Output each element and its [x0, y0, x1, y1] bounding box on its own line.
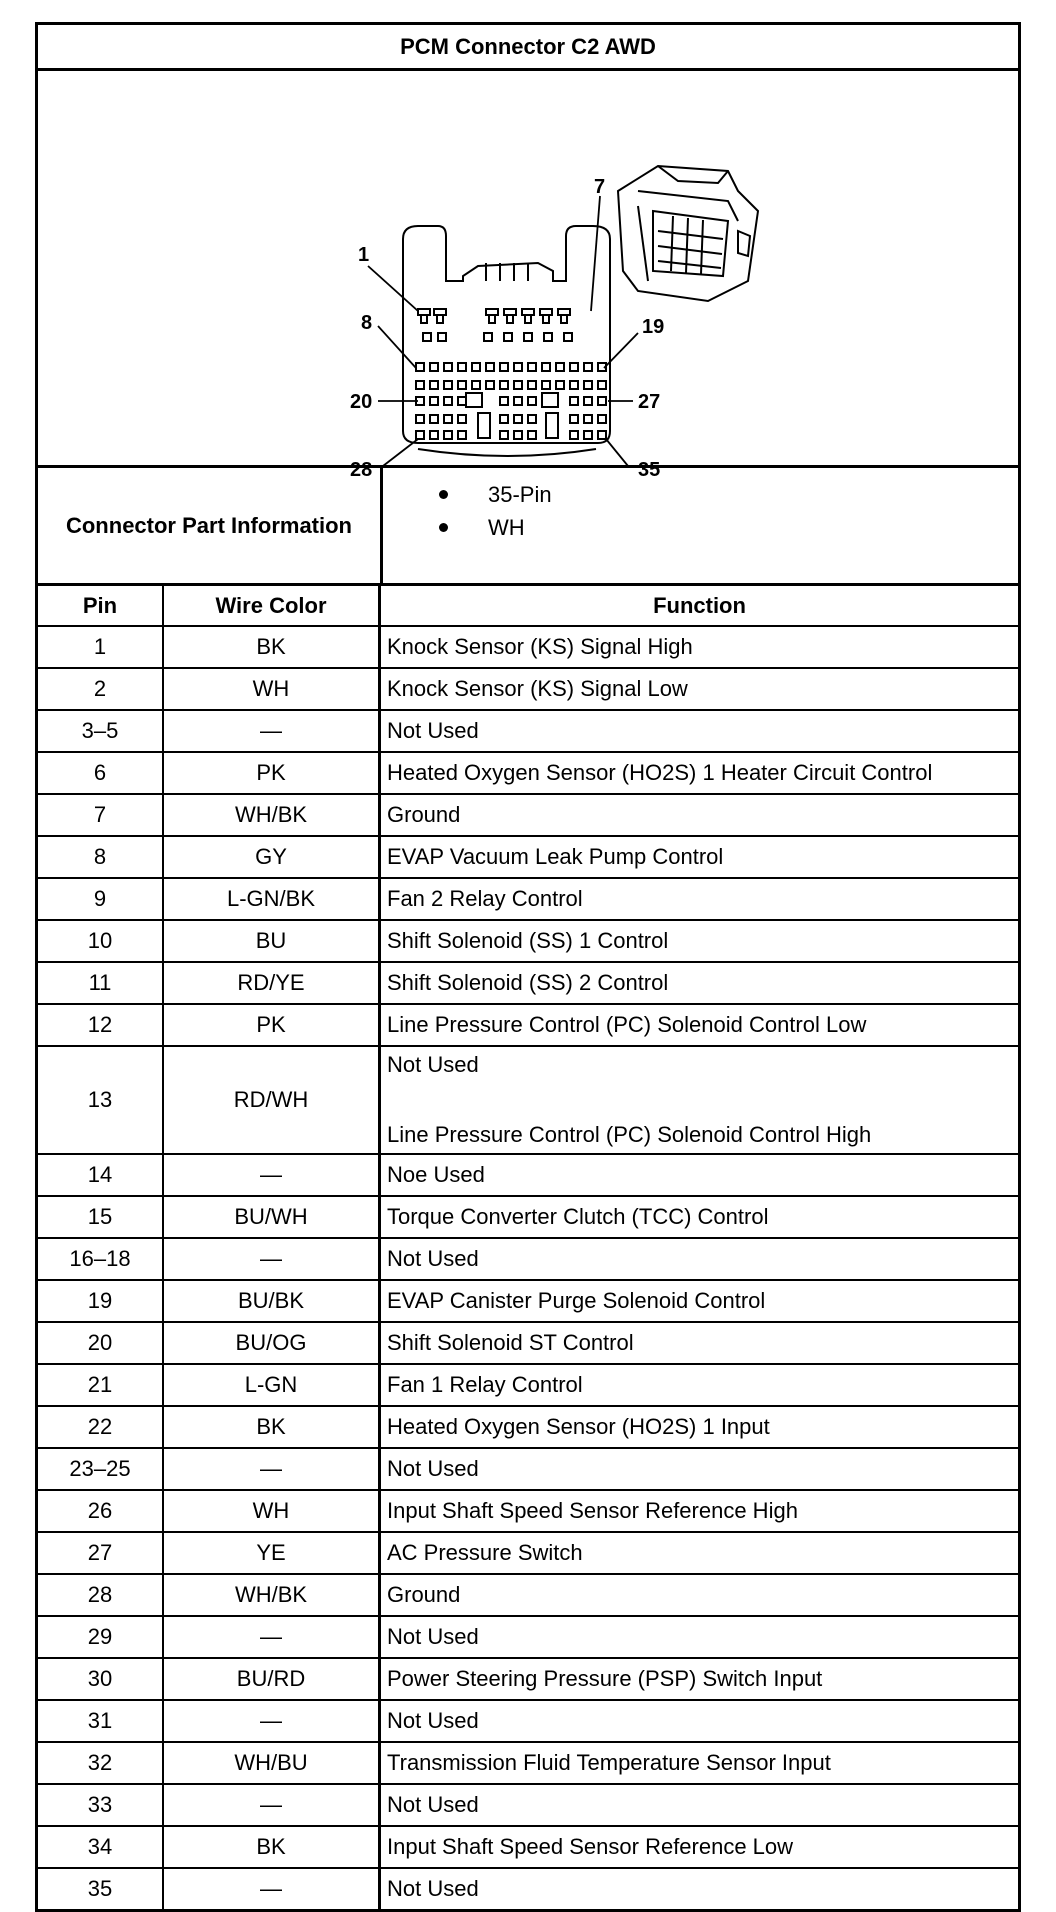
pin-cavity: [570, 431, 578, 439]
pin-cell: 28: [38, 1574, 163, 1616]
pin-cavity: [528, 381, 536, 389]
pin-cavity: [514, 397, 522, 405]
pin-cavity: [584, 431, 592, 439]
pin-cavity: [430, 363, 438, 371]
pin-cell: 11: [38, 962, 163, 1004]
pin-cell: 26: [38, 1490, 163, 1532]
pin-cell: 22: [38, 1406, 163, 1448]
pin-cavity: [500, 415, 508, 423]
function-cell: Fan 1 Relay Control: [380, 1364, 1019, 1406]
table-row: [38, 836, 1018, 878]
function-cell: Noe Used: [380, 1154, 1019, 1196]
table-row: [38, 1658, 1018, 1700]
pin-cavity: [598, 415, 606, 423]
pin-label-20: 20: [350, 391, 373, 413]
pin-cavity: [458, 431, 466, 439]
table-row: [38, 1322, 1018, 1364]
pin-label-7: 7: [594, 176, 606, 198]
pin-cavity: [430, 431, 438, 439]
pin-cavity: [500, 397, 508, 405]
pin-cavity: [430, 381, 438, 389]
table-row: [38, 1196, 1018, 1238]
pin-cavity: [561, 315, 567, 323]
wire-color-cell: —: [163, 710, 380, 752]
wire-color-cell: —: [163, 1154, 380, 1196]
pin-cavity: [564, 333, 572, 341]
table-row: [38, 1490, 1018, 1532]
pin-cell: 19: [38, 1280, 163, 1322]
wire-color-cell: RD/YE: [163, 962, 380, 1004]
pin-cell: 16–18: [38, 1238, 163, 1280]
pin-cell: 32: [38, 1742, 163, 1784]
function-cell: Not Used: [380, 1616, 1019, 1658]
pin-cavity: [444, 431, 452, 439]
pin-cavity: [421, 315, 427, 323]
table-row: [38, 920, 1018, 962]
pin-cell: 31: [38, 1700, 163, 1742]
wire-color-cell: —: [163, 1700, 380, 1742]
connector-face-drawing: [38, 71, 1018, 481]
function-cell: Knock Sensor (KS) Signal Low: [380, 668, 1019, 710]
pin-cavity: [528, 431, 536, 439]
table-header-row: [38, 586, 1018, 626]
pin-cavity: [556, 363, 564, 371]
pin-cavity: [486, 381, 494, 389]
wire-color-cell: WH/BK: [163, 1574, 380, 1616]
pinout-table: [38, 586, 1018, 1909]
bullet-icon: [439, 490, 448, 499]
function-cell: EVAP Canister Purge Solenoid Control: [380, 1280, 1019, 1322]
pin-cavity: [472, 363, 480, 371]
pin-cavity: [584, 381, 592, 389]
table-row: [38, 1700, 1018, 1742]
wire-color-cell: BU/BK: [163, 1280, 380, 1322]
pin-cavity: [486, 363, 494, 371]
pin-cell: 23–25: [38, 1448, 163, 1490]
pin-cavity: [507, 315, 513, 323]
pin-cavity: [570, 381, 578, 389]
wire-color-cell: —: [163, 1784, 380, 1826]
pin-cavity: [458, 415, 466, 423]
table-row: [38, 962, 1018, 1004]
pin-cell: 30: [38, 1658, 163, 1700]
connector-sheet: [35, 22, 1021, 1912]
pin-cavity: [514, 431, 522, 439]
wire-color-cell: WH/BU: [163, 1742, 380, 1784]
function-cell: Shift Solenoid (SS) 2 Control: [380, 962, 1019, 1004]
function-cell: Knock Sensor (KS) Signal High: [380, 626, 1019, 668]
function-cell: Not Used: [380, 1238, 1019, 1280]
part-info-item: [439, 511, 1018, 544]
pin-cavity: [514, 381, 522, 389]
function-cell: Input Shaft Speed Sensor Reference Low: [380, 1826, 1019, 1868]
pin-cell: 8: [38, 836, 163, 878]
function-cell: Power Steering Pressure (PSP) Switch Input: [380, 1658, 1019, 1700]
wire-color-cell: WH/BK: [163, 794, 380, 836]
part-info-item: [439, 478, 1018, 511]
wire-color-cell: BU/OG: [163, 1322, 380, 1364]
table-row: [38, 626, 1018, 668]
wire-color-cell: —: [163, 1868, 380, 1909]
pin-cavity: [570, 397, 578, 405]
pin-cavity: [504, 333, 512, 341]
wire-color-cell: YE: [163, 1532, 380, 1574]
pin-label-1: 1: [358, 244, 370, 266]
pin-cavity: [416, 363, 424, 371]
table-row: [38, 1574, 1018, 1616]
pin-cell: 21: [38, 1364, 163, 1406]
connector-part-info: [38, 468, 1018, 586]
pin-cavity: [444, 397, 452, 405]
wire-color-cell: BK: [163, 1406, 380, 1448]
pin-cavity: [430, 415, 438, 423]
pin-cavity: [584, 415, 592, 423]
pin-label-27: 27: [638, 391, 661, 413]
function-cell: Shift Solenoid ST Control: [380, 1322, 1019, 1364]
table-row: [38, 710, 1018, 752]
pin-cell: 29: [38, 1616, 163, 1658]
header-wire-color: Wire Color: [163, 586, 380, 626]
wire-color-cell: L-GN/BK: [163, 878, 380, 920]
header-pin: Pin: [38, 586, 163, 626]
pin-cavity: [416, 431, 424, 439]
function-cell: Heated Oxygen Sensor (HO2S) 1 Heater Circuit Control: [380, 752, 1019, 794]
wire-color-cell: WH: [163, 668, 380, 710]
pin-cell: 33: [38, 1784, 163, 1826]
pin-cavity: [584, 363, 592, 371]
pin-cell: 6: [38, 752, 163, 794]
function-cell: Shift Solenoid (SS) 1 Control: [380, 920, 1019, 962]
pin-label-19: 19: [642, 316, 665, 338]
part-info-color: WH: [488, 514, 525, 540]
part-info-list: [383, 468, 1018, 583]
pin-cavity: [416, 415, 424, 423]
wire-color-cell: PK: [163, 1004, 380, 1046]
table-row: [38, 1826, 1018, 1868]
pin-cavity: [444, 381, 452, 389]
pin-cavity: [458, 363, 466, 371]
pin-cavity: [528, 363, 536, 371]
header-function: Function: [380, 586, 1019, 626]
pin-cavity: [542, 363, 550, 371]
pin-cavity: [484, 333, 492, 341]
function-cell: Line Pressure Control (PC) Solenoid Control Low: [380, 1004, 1019, 1046]
function-cell: Fan 2 Relay Control: [380, 878, 1019, 920]
pin-cell: 13: [38, 1046, 163, 1154]
function-cell: Not Used: [380, 1868, 1019, 1909]
wire-color-cell: WH: [163, 1490, 380, 1532]
function-cell: Torque Converter Clutch (TCC) Control: [380, 1196, 1019, 1238]
function-cell: Not Used: [380, 1784, 1019, 1826]
pin-cavity: [528, 397, 536, 405]
table-row: [38, 1364, 1018, 1406]
connector-diagram: [38, 71, 1018, 481]
pin-cavity: [543, 315, 549, 323]
function-text-alt: Line Pressure Control (PC) Solenoid Control High: [387, 1122, 872, 1147]
pin-cell: 2: [38, 668, 163, 710]
table-row: [38, 752, 1018, 794]
table-row: [38, 668, 1018, 710]
wire-color-cell: —: [163, 1448, 380, 1490]
function-cell: Not Used: [380, 1448, 1019, 1490]
wire-color-cell: —: [163, 1238, 380, 1280]
pin-cavity: [598, 381, 606, 389]
pin-cavity: [524, 333, 532, 341]
wire-color-cell: BU/WH: [163, 1196, 380, 1238]
pin-cell: 20: [38, 1322, 163, 1364]
pin-cavity: [544, 333, 552, 341]
table-row: [38, 878, 1018, 920]
pin-cavity: [598, 397, 606, 405]
table-row: [38, 794, 1018, 836]
pin-cavity: [514, 363, 522, 371]
wire-color-cell: GY: [163, 836, 380, 878]
wire-color-cell: BU/RD: [163, 1658, 380, 1700]
function-cell: [380, 1046, 1019, 1154]
pin-cavity: [584, 397, 592, 405]
table-row: [38, 1004, 1018, 1046]
table-row: [38, 1406, 1018, 1448]
pin-cavity: [542, 381, 550, 389]
pin-cell: 10: [38, 920, 163, 962]
function-cell: Ground: [380, 1574, 1019, 1616]
table-row: [38, 1742, 1018, 1784]
pin-cavity: [444, 363, 452, 371]
table-row: [38, 1046, 1018, 1154]
pin-cell: 1: [38, 626, 163, 668]
pin-cavity: [430, 397, 438, 405]
table-row: [38, 1280, 1018, 1322]
pin-cell: 34: [38, 1826, 163, 1868]
function-cell: Input Shaft Speed Sensor Reference High: [380, 1490, 1019, 1532]
function-cell: AC Pressure Switch: [380, 1532, 1019, 1574]
pin-cavity: [556, 381, 564, 389]
pin-cell: 35: [38, 1868, 163, 1909]
table-row: [38, 1616, 1018, 1658]
pin-cavity: [525, 315, 531, 323]
function-cell: Heated Oxygen Sensor (HO2S) 1 Input: [380, 1406, 1019, 1448]
pin-cavity: [528, 415, 536, 423]
pin-cavity: [489, 315, 495, 323]
pin-cell: 12: [38, 1004, 163, 1046]
pin-cavity: [542, 393, 558, 407]
pin-cavity: [598, 431, 606, 439]
table-row: [38, 1154, 1018, 1196]
pin-cavity: [570, 415, 578, 423]
wire-color-cell: —: [163, 1616, 380, 1658]
pin-cell: 15: [38, 1196, 163, 1238]
part-info-label: Connector Part Information: [38, 468, 383, 583]
function-cell: Ground: [380, 794, 1019, 836]
function-cell: Transmission Fluid Temperature Sensor Input: [380, 1742, 1019, 1784]
wire-color-cell: BK: [163, 626, 380, 668]
pin-cavity: [570, 363, 578, 371]
table-row: [38, 1868, 1018, 1909]
pin-cell: 7: [38, 794, 163, 836]
part-info-pin-count: 35-Pin: [488, 481, 552, 507]
pin-cavity: [458, 397, 466, 405]
pin-cavity: [472, 381, 480, 389]
wire-color-cell: RD/WH: [163, 1046, 380, 1154]
function-cell: EVAP Vacuum Leak Pump Control: [380, 836, 1019, 878]
page-title: PCM Connector C2 AWD: [38, 25, 1018, 71]
pin-cell: 14: [38, 1154, 163, 1196]
wire-color-cell: BK: [163, 1826, 380, 1868]
table-row: [38, 1532, 1018, 1574]
pin-cavity: [438, 333, 446, 341]
table-row: [38, 1238, 1018, 1280]
bullet-icon: [439, 523, 448, 532]
function-cell: Not Used: [380, 710, 1019, 752]
pin-cavity: [444, 415, 452, 423]
pin-cavity: [500, 431, 508, 439]
pin-cell: 9: [38, 878, 163, 920]
wire-color-cell: BU: [163, 920, 380, 962]
pin-cell: 3–5: [38, 710, 163, 752]
pin-label-28: 28: [350, 459, 373, 481]
pin-cavities: [416, 309, 606, 439]
pin-cavity: [416, 381, 424, 389]
pin-cell: 27: [38, 1532, 163, 1574]
pin-cavity: [423, 333, 431, 341]
callout-lines: [368, 196, 638, 466]
pin-cavity: [500, 381, 508, 389]
pin-cavity: [466, 393, 482, 407]
pin-label-8: 8: [361, 312, 373, 334]
pin-label-35: 35: [638, 459, 661, 481]
function-cell: Not Used: [380, 1700, 1019, 1742]
table-row: [38, 1448, 1018, 1490]
pin-cavity: [514, 415, 522, 423]
pin-cavity: [500, 363, 508, 371]
connector-3d-icon: [618, 166, 758, 301]
table-row: [38, 1784, 1018, 1826]
wire-color-cell: L-GN: [163, 1364, 380, 1406]
pin-cavity: [458, 381, 466, 389]
function-text: Not Used: [387, 1052, 479, 1077]
wire-color-cell: PK: [163, 752, 380, 794]
pin-cavity: [437, 315, 443, 323]
